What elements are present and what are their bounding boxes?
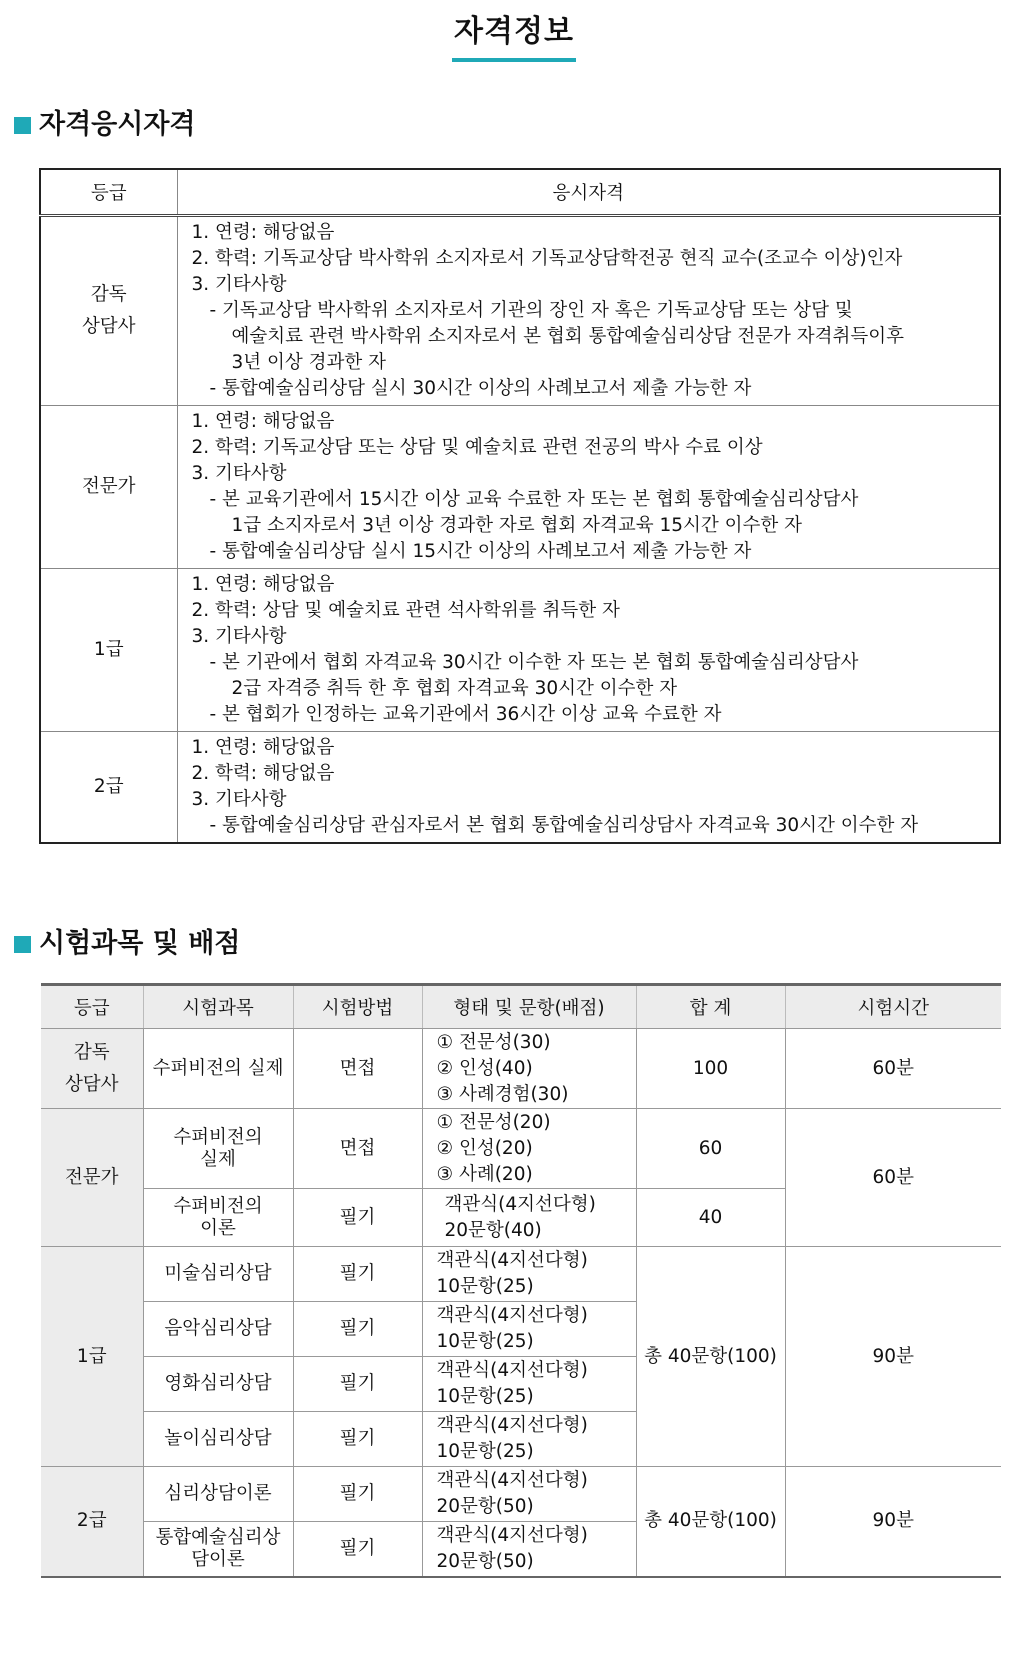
form-cell (422, 1109, 636, 1189)
qualification-line: 1. 연령: 해당없음 (191, 573, 335, 595)
total-cell: 60 (636, 1109, 785, 1189)
qualification-line: 3. 기타사항 (191, 625, 287, 647)
form-line: 객관식(4지선다형) (436, 1415, 588, 1436)
method-cell: 필기 (293, 1189, 422, 1247)
qualification-line: 3. 기타사항 (191, 462, 287, 484)
subject-line: 수퍼비전의 (173, 1126, 263, 1148)
table-header-row (40, 169, 1000, 215)
column-header: 등급 (41, 985, 143, 1029)
form-line: 객관식(4지선다형) (436, 1305, 588, 1326)
grade-cell: 2급 (41, 1467, 143, 1577)
qualification-line: - 기독교상담 박사학위 소지자로서 기관의 장인 자 혹은 기독교상담 또는 상담 및 (209, 299, 853, 321)
subject-line: 수퍼비전의 (173, 1195, 263, 1217)
form-line: 20문항(50) (436, 1550, 534, 1572)
form-cell (422, 1029, 636, 1109)
form-line: 객관식(4지선다형) (436, 1360, 588, 1381)
subject-cell: 영화심리상담 (143, 1357, 293, 1412)
qualification-line: 2. 학력: 해당없음 (191, 762, 335, 784)
section-heading-eligibility (14, 108, 196, 142)
method-cell: 면접 (293, 1029, 422, 1109)
form-cell (422, 1247, 636, 1302)
grade-label: 전문가 (81, 475, 136, 497)
column-header: 시험방법 (293, 985, 422, 1029)
form-line: ② 인성(20) (436, 1137, 533, 1159)
form-cell (422, 1412, 636, 1467)
qualification-line: 2. 학력: 상담 및 예술치료 관련 석사학위를 취득한 자 (191, 599, 620, 621)
qualification-line: 3. 기타사항 (191, 788, 287, 810)
table-row (40, 405, 1000, 568)
table-row (41, 1247, 1001, 1302)
subject-cell: 미술심리상담 (143, 1247, 293, 1302)
subject-cell: 놀이심리상담 (143, 1412, 293, 1467)
column-header: 시험시간 (785, 985, 1001, 1029)
qualification-line: - 본 협회가 인정하는 교육기관에서 36시간 이상 교육 수료한 자 (209, 703, 722, 725)
grade-cell: 전문가 (41, 1109, 143, 1247)
total-cell: 40 (636, 1189, 785, 1247)
form-line: 20문항(50) (436, 1496, 534, 1517)
grade-label: 상담사 (64, 1073, 119, 1095)
form-line: ③ 사례(20) (436, 1163, 533, 1185)
qualification-line: 1. 연령: 해당없음 (191, 221, 335, 243)
eligibility-table-body (40, 215, 1000, 843)
qualification-line: - 통합예술심리상담 실시 30시간 이상의 사례보고서 제출 가능한 자 (209, 377, 752, 399)
grade-cell (40, 405, 177, 568)
time-cell: 60분 (785, 1029, 1001, 1109)
qualification-line: 1. 연령: 해당없음 (191, 736, 335, 758)
section-heading-exam (14, 927, 240, 961)
method-cell: 필기 (293, 1522, 422, 1577)
table-header-row (41, 985, 1001, 1029)
form-cell (422, 1302, 636, 1357)
subject-line: 통합예술심리상 (155, 1526, 281, 1548)
exam-table-body (41, 1029, 1001, 1577)
table-row (41, 1109, 1001, 1189)
eligibility-table (39, 168, 1001, 844)
qualification-line: 2급 자격증 취득 한 후 협회 자격교육 30시간 이수한 자 (231, 677, 678, 699)
grade-label: 감독 (90, 283, 127, 305)
qualification-line: - 본 기관에서 협회 자격교육 30시간 이수한 자 또는 본 협회 통합예술심리상담사 (209, 651, 859, 673)
grade-label: 2급 (93, 775, 124, 797)
grade-cell (40, 731, 177, 843)
form-line: 10문항(25) (436, 1386, 534, 1407)
form-line: 10문항(25) (436, 1441, 534, 1462)
form-line: 객관식(4지선다형) (436, 1524, 588, 1546)
column-header-grade: 등급 (40, 169, 177, 215)
form-line: 객관식(4지선다형) (436, 1250, 588, 1271)
form-line: ① 전문성(20) (436, 1111, 551, 1133)
form-line: ② 인성(40) (436, 1057, 533, 1079)
time-cell: 60분 (785, 1109, 1001, 1247)
qualification-line: 1급 소지자로서 3년 이상 경과한 자로 협회 자격교육 15시간 이수한 자 (231, 514, 803, 536)
subject-line: 이론 (200, 1217, 236, 1239)
time-cell: 90분 (785, 1467, 1001, 1577)
qualification-cell (177, 215, 1000, 405)
section-heading-text: 시험과목 및 배점 (39, 928, 241, 959)
qualification-line: 3. 기타사항 (191, 273, 287, 295)
page-title-text: 자격정보 (452, 14, 576, 62)
form-cell (422, 1522, 636, 1577)
grade-label: 상담사 (81, 315, 136, 337)
subject-cell (143, 1522, 293, 1577)
form-line: 10문항(25) (436, 1331, 534, 1352)
table-row (40, 731, 1000, 843)
table-row (40, 568, 1000, 731)
form-cell (422, 1357, 636, 1412)
grade-cell (41, 1029, 143, 1109)
grade-cell (40, 215, 177, 405)
table-row (40, 215, 1000, 405)
subject-line: 실제 (200, 1148, 236, 1170)
grade-label: 감독 (73, 1041, 110, 1063)
grade-cell: 1급 (41, 1247, 143, 1467)
total-cell: 총 40문항(100) (636, 1467, 785, 1577)
qualification-line: 3년 이상 경과한 자 (231, 351, 387, 373)
total-cell: 100 (636, 1029, 785, 1109)
column-header: 합 계 (636, 985, 785, 1029)
qualification-cell (177, 731, 1000, 843)
column-header: 시험과목 (143, 985, 293, 1029)
qualification-cell (177, 405, 1000, 568)
qualification-line: - 본 교육기관에서 15시간 이상 교육 수료한 자 또는 본 협회 통합예술심리상담사 (209, 488, 859, 510)
column-header-qualification: 응시자격 (177, 169, 1000, 215)
subject-cell: 심리상담이론 (143, 1467, 293, 1522)
page-title (0, 14, 1028, 62)
method-cell: 필기 (293, 1302, 422, 1357)
square-bullet-icon (14, 117, 31, 134)
grade-label: 1급 (93, 638, 124, 660)
form-line: ① 전문성(30) (436, 1031, 551, 1053)
qualification-line: 2. 학력: 기독교상담 박사학위 소지자로서 기독교상담학전공 현직 교수(조교수 이상)인자 (191, 247, 903, 269)
section-heading-text: 자격응시자격 (39, 109, 196, 140)
square-bullet-icon (14, 936, 31, 953)
form-line: 20문항(40) (444, 1219, 542, 1241)
subject-cell: 수퍼비전의 실제 (143, 1029, 293, 1109)
form-line: ③ 사례경험(30) (436, 1083, 569, 1105)
form-line: 객관식(4지선다형) (444, 1193, 596, 1215)
form-line: 10문항(25) (436, 1276, 534, 1297)
form-cell (422, 1467, 636, 1522)
table-row (41, 1467, 1001, 1522)
method-cell: 필기 (293, 1247, 422, 1302)
method-cell: 필기 (293, 1357, 422, 1412)
subject-line: 담이론 (191, 1548, 245, 1570)
subject-cell (143, 1109, 293, 1189)
qualification-line: 1. 연령: 해당없음 (191, 410, 335, 432)
form-line: 객관식(4지선다형) (436, 1470, 588, 1491)
method-cell: 필기 (293, 1412, 422, 1467)
subject-cell: 음악심리상담 (143, 1302, 293, 1357)
method-cell: 필기 (293, 1467, 422, 1522)
qualification-cell (177, 568, 1000, 731)
qualification-line: 예술치료 관련 박사학위 소지자로서 본 협회 통합예술심리상담 전문가 자격취득이후 (231, 325, 905, 347)
table-row (41, 1029, 1001, 1109)
qualification-line: 2. 학력: 기독교상담 또는 상담 및 예술치료 관련 전공의 박사 수료 이상 (191, 436, 763, 458)
time-cell: 90분 (785, 1247, 1001, 1467)
form-cell (422, 1189, 636, 1247)
exam-table (41, 983, 1001, 1578)
qualification-line: - 통합예술심리상담 실시 15시간 이상의 사례보고서 제출 가능한 자 (209, 540, 752, 562)
grade-cell (40, 568, 177, 731)
column-header: 형태 및 문항(배점) (422, 985, 636, 1029)
qualification-line: - 통합예술심리상담 관심자로서 본 협회 통합예술심리상담사 자격교육 30시간 이수한 자 (209, 814, 919, 836)
method-cell: 면접 (293, 1109, 422, 1189)
total-cell: 총 40문항(100) (636, 1247, 785, 1467)
subject-cell (143, 1189, 293, 1247)
